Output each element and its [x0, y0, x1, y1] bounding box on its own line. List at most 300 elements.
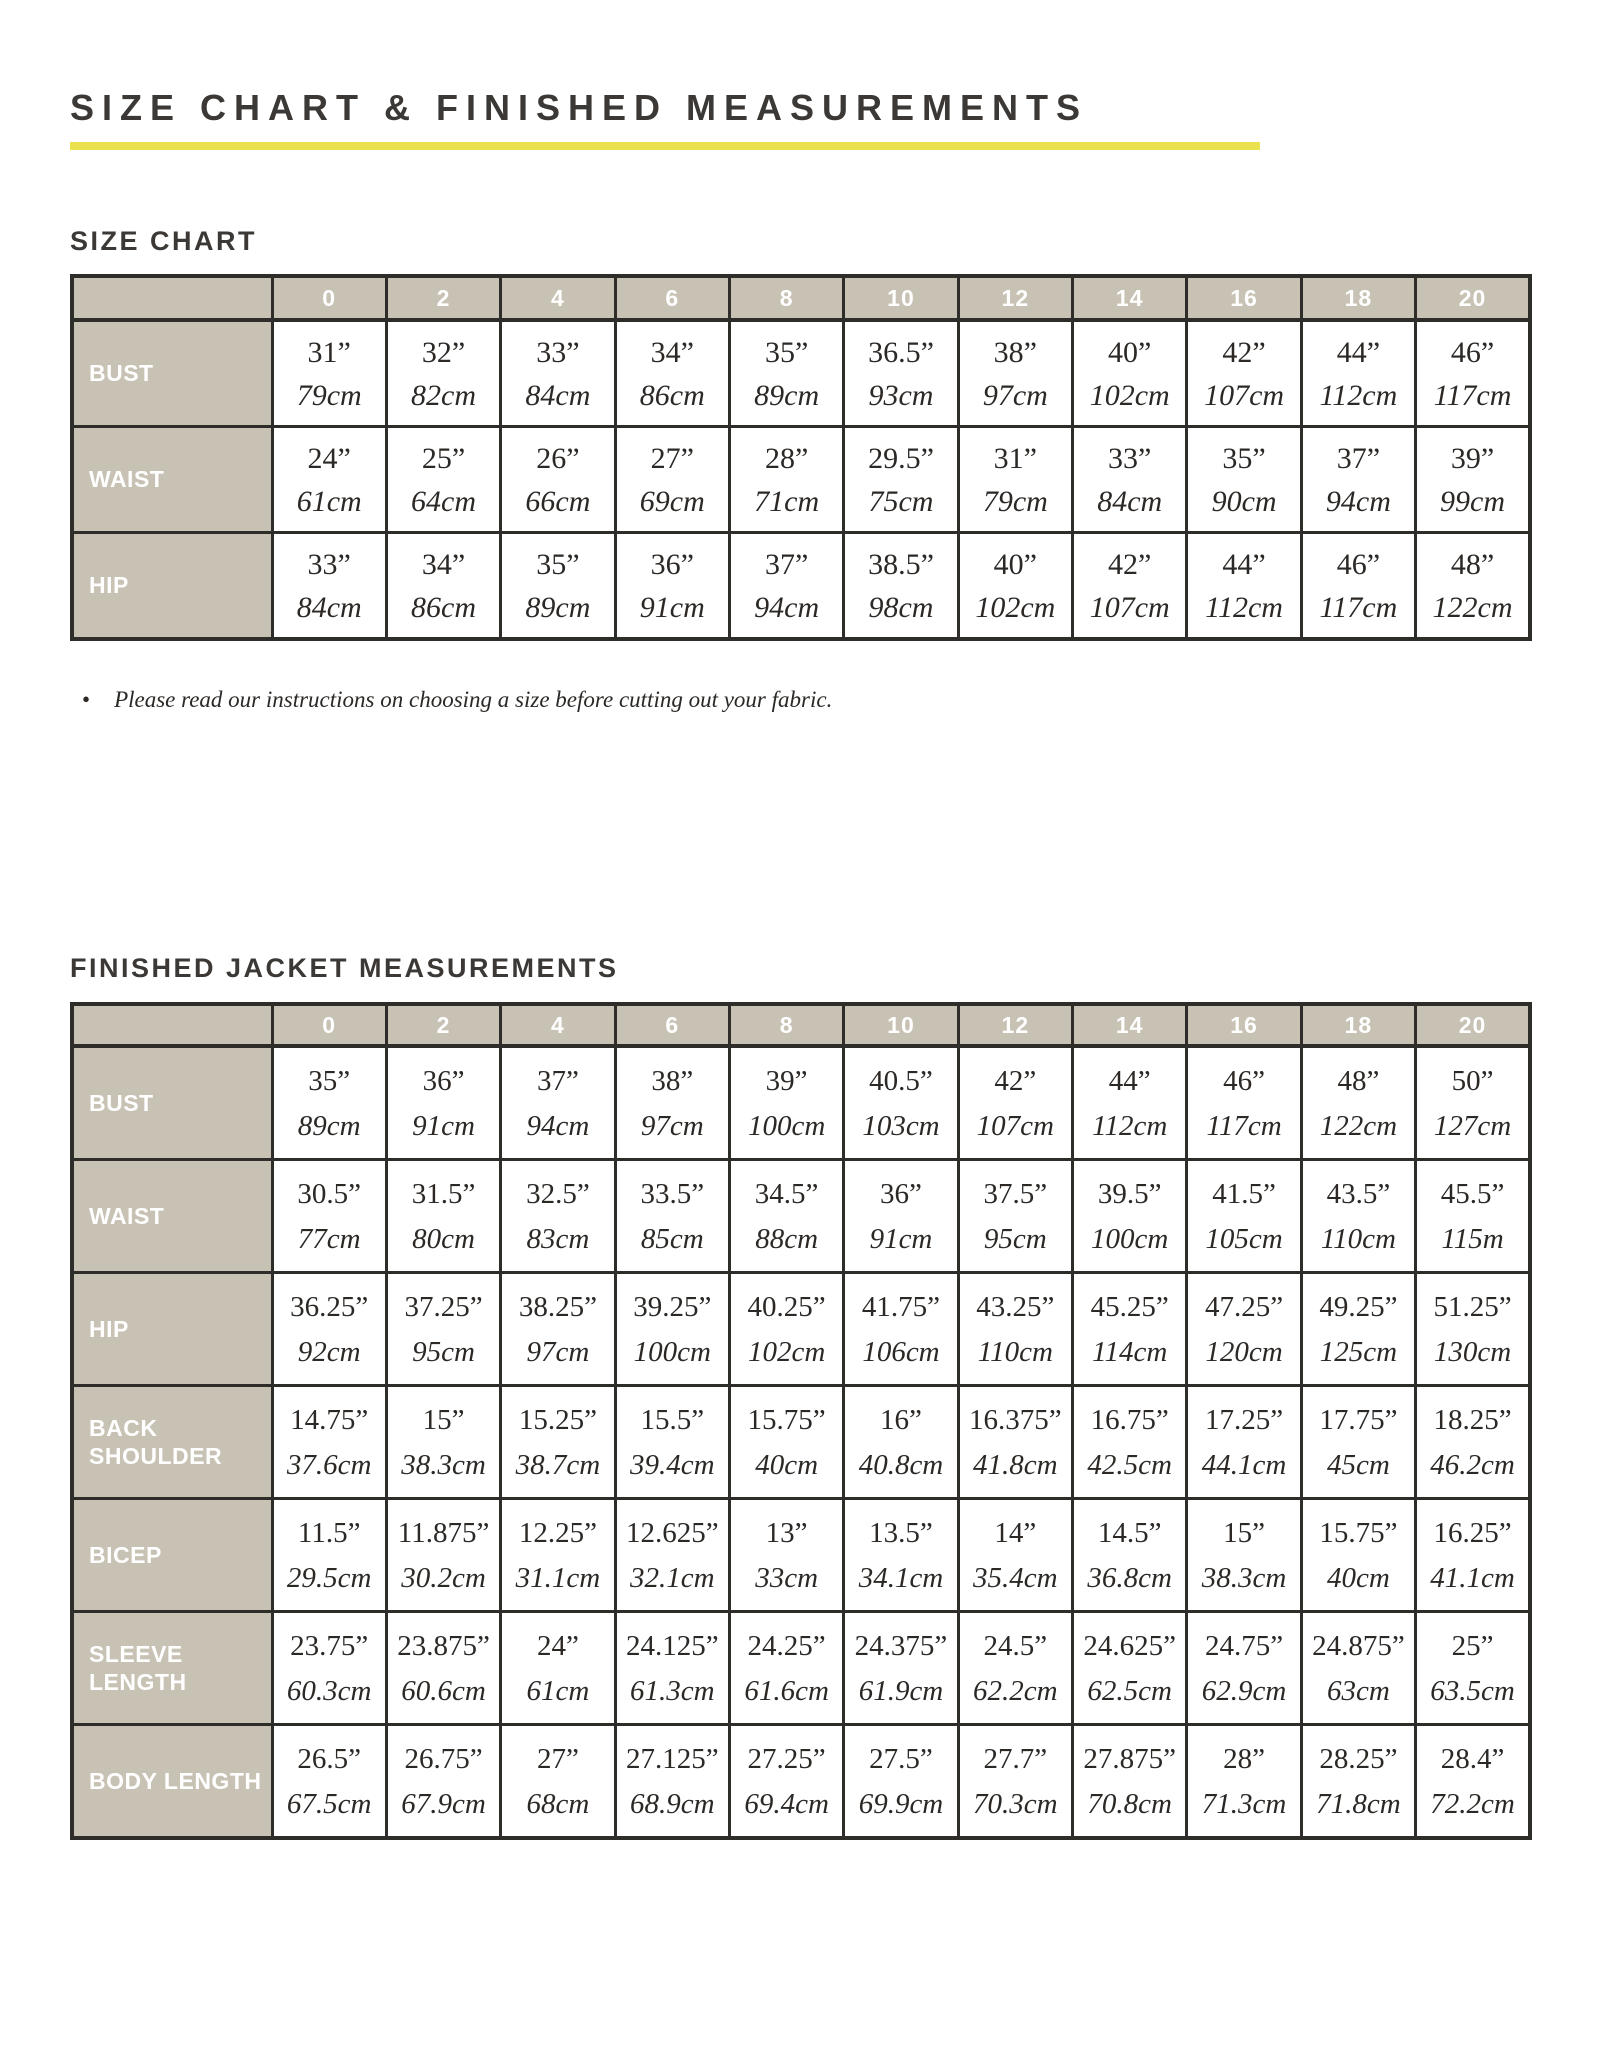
inches-value: 15.75”: [747, 1404, 826, 1437]
measurement-cell: [615, 1273, 729, 1386]
cm-value: 70.8cm: [1087, 1788, 1172, 1821]
measurement-cell: [1301, 1612, 1415, 1725]
cm-value: 61cm: [526, 1675, 590, 1708]
measurement-cell: [272, 1612, 386, 1725]
cm-value: 61.3cm: [629, 1675, 715, 1708]
cm-value: 39.4cm: [629, 1449, 715, 1482]
cm-value: 102cm: [1089, 379, 1170, 413]
measurement-cell: [272, 1160, 386, 1273]
measurement-cell: [1416, 1046, 1530, 1160]
cm-value: 107cm: [1204, 379, 1285, 413]
measurement-cell: [272, 1499, 386, 1612]
inches-value: 27”: [650, 442, 694, 476]
size-column-header: 2: [386, 1004, 500, 1046]
measurement-cell: [958, 1612, 1072, 1725]
cm-value: 46.2cm: [1430, 1449, 1515, 1482]
measurement-cell: [1301, 533, 1415, 640]
measurement-cell: [729, 1499, 843, 1612]
inches-value: 36”: [880, 1178, 922, 1211]
measurement-cell: [1073, 1160, 1187, 1273]
measurement-cell: [501, 1160, 615, 1273]
inches-value: 25”: [1451, 1630, 1494, 1663]
inches-value: 28”: [764, 442, 809, 476]
cm-value: 69.4cm: [744, 1788, 829, 1821]
row-label: BODY LENGTH: [72, 1725, 272, 1839]
measurement-row: [72, 533, 1530, 640]
finished-measurements-table: [70, 1002, 1532, 1840]
inches-value: 35”: [308, 1065, 351, 1098]
inches-value: 41.5”: [1212, 1178, 1276, 1211]
inches-value: 46”: [1450, 336, 1495, 370]
cm-value: 91cm: [412, 1110, 475, 1143]
cm-value: 97cm: [526, 1336, 590, 1369]
inches-value: 27.5”: [869, 1743, 933, 1776]
cm-value: 127cm: [1433, 1110, 1512, 1143]
measurement-cell: [1187, 1612, 1301, 1725]
size-column-header: 8: [729, 1004, 843, 1046]
measurement-cell: [1073, 1386, 1187, 1499]
size-column-header: 14: [1073, 1004, 1187, 1046]
measurement-cell: [501, 1612, 615, 1725]
size-column-header: 20: [1416, 1004, 1530, 1046]
cm-value: 30.2cm: [401, 1562, 486, 1595]
measurement-cell: [1301, 427, 1415, 533]
measurement-row: [72, 1046, 1530, 1160]
size-header-row: [72, 1004, 1530, 1046]
measurement-cell: [501, 1725, 615, 1839]
inches-value: 44”: [1336, 336, 1381, 370]
measurement-row: [72, 1273, 1530, 1386]
measurement-cell: [958, 1499, 1072, 1612]
cm-value: 31.1cm: [515, 1562, 601, 1595]
inches-value: 36.5”: [868, 336, 934, 370]
measurement-cell: [1301, 320, 1415, 427]
cm-value: 69cm: [639, 485, 705, 519]
inches-value: 15”: [1223, 1517, 1265, 1550]
cm-value: 84cm: [296, 591, 362, 625]
measurement-cell: [958, 533, 1072, 640]
cm-value: 80cm: [412, 1223, 475, 1256]
measurement-row: [72, 1386, 1530, 1499]
inches-value: 31”: [993, 442, 1037, 476]
cm-value: 94cm: [526, 1110, 590, 1143]
cm-value: 79cm: [982, 485, 1048, 519]
inches-value: 38”: [993, 336, 1037, 370]
inches-value: 30.5”: [297, 1178, 361, 1211]
inches-value: 36”: [650, 548, 694, 582]
inches-value: 37.5”: [983, 1178, 1048, 1211]
measurement-cell: [386, 1725, 500, 1839]
cm-value: 115m: [1441, 1223, 1504, 1256]
inches-value: 46”: [1336, 548, 1381, 582]
row-label: WAIST: [72, 1160, 272, 1273]
inches-value: 44”: [1108, 1065, 1151, 1098]
inches-value: 13.5”: [869, 1517, 933, 1550]
cm-value: 45cm: [1327, 1449, 1390, 1482]
cm-value: 100cm: [633, 1336, 711, 1369]
measurement-cell: [1187, 1273, 1301, 1386]
accent-underline: [70, 142, 1260, 150]
row-label: BUST: [72, 1046, 272, 1160]
row-label: BACK SHOULDER: [72, 1386, 272, 1499]
measurement-row: [72, 1160, 1530, 1273]
size-column-header: 6: [615, 1004, 729, 1046]
measurement-cell: [729, 427, 843, 533]
cm-value: 107cm: [976, 1110, 1054, 1143]
cm-value: 82cm: [411, 379, 477, 413]
inches-value: 38.25”: [518, 1291, 597, 1324]
measurement-cell: [1187, 320, 1301, 427]
inches-value: 26.75”: [404, 1743, 483, 1776]
measurement-cell: [844, 1160, 958, 1273]
cm-value: 71.3cm: [1201, 1788, 1287, 1821]
measurement-cell: [615, 1725, 729, 1839]
cm-value: 62.9cm: [1201, 1675, 1287, 1708]
measurement-cell: [272, 427, 386, 533]
measurement-cell: [272, 533, 386, 640]
measurement-cell: [1301, 1046, 1415, 1160]
measurement-cell: [729, 1612, 843, 1725]
measurement-cell: [958, 320, 1072, 427]
inches-value: 26.5”: [297, 1743, 361, 1776]
measurement-cell: [386, 1046, 500, 1160]
inches-value: 16”: [880, 1404, 922, 1437]
size-column-header: 12: [958, 276, 1072, 320]
cm-value: 86cm: [639, 379, 705, 413]
measurement-cell: [958, 1725, 1072, 1839]
inches-value: 28”: [1223, 1743, 1265, 1776]
measurement-cell: [958, 1160, 1072, 1273]
inches-value: 17.25”: [1204, 1404, 1284, 1437]
cm-value: 71cm: [754, 485, 820, 519]
cm-value: 86cm: [411, 591, 477, 625]
inches-value: 28.25”: [1319, 1743, 1398, 1776]
inches-value: 33”: [1108, 442, 1152, 476]
cm-value: 97cm: [640, 1110, 704, 1143]
measurement-cell: [844, 533, 958, 640]
cm-value: 77cm: [297, 1223, 361, 1256]
inches-value: 43.5”: [1326, 1178, 1391, 1211]
cm-value: 122cm: [1432, 591, 1513, 625]
cm-value: 40.8cm: [858, 1449, 944, 1482]
cm-value: 67.9cm: [401, 1788, 486, 1821]
cm-value: 114cm: [1092, 1336, 1168, 1369]
measurement-cell: [1073, 533, 1187, 640]
measurement-cell: [501, 320, 615, 427]
cm-value: 67.5cm: [286, 1788, 372, 1821]
measurement-cell: [386, 320, 500, 427]
inches-value: 14”: [994, 1517, 1037, 1550]
cm-value: 89cm: [754, 379, 820, 413]
cm-value: 91cm: [639, 591, 705, 625]
inches-value: 27.875”: [1083, 1743, 1176, 1776]
inches-value: 49.25”: [1319, 1291, 1398, 1324]
cm-value: 107cm: [1089, 591, 1170, 625]
measurement-cell: [729, 1725, 843, 1839]
measurement-cell: [1187, 533, 1301, 640]
inches-value: 15.25”: [518, 1404, 597, 1437]
size-column-header: 14: [1073, 276, 1187, 320]
inches-value: 29.5”: [868, 442, 934, 476]
cm-value: 88cm: [755, 1223, 819, 1256]
measurement-row: [72, 320, 1530, 427]
measurement-cell: [1073, 1725, 1187, 1839]
inches-value: 16.375”: [969, 1404, 1062, 1437]
measurement-cell: [1416, 427, 1530, 533]
measurement-cell: [615, 1386, 729, 1499]
measurement-cell: [729, 1386, 843, 1499]
measurement-cell: [1073, 427, 1187, 533]
size-column-header: 18: [1301, 1004, 1415, 1046]
inches-value: 39”: [1450, 442, 1495, 476]
measurement-cell: [1187, 1046, 1301, 1160]
measurement-cell: [386, 1160, 500, 1273]
cm-value: 70.3cm: [973, 1788, 1058, 1821]
cm-value: 69.9cm: [858, 1788, 944, 1821]
inches-value: 14.5”: [1097, 1517, 1162, 1550]
inches-value: 42”: [994, 1065, 1037, 1098]
cm-value: 41.1cm: [1430, 1562, 1515, 1595]
inches-value: 37.25”: [404, 1291, 483, 1324]
measurement-cell: [615, 1160, 729, 1273]
row-label: HIP: [72, 1273, 272, 1386]
measurement-cell: [501, 1499, 615, 1612]
size-column-header: 8: [729, 276, 843, 320]
measurement-cell: [1416, 1612, 1530, 1725]
cm-value: 42.5cm: [1087, 1449, 1172, 1482]
inches-value: 34”: [421, 548, 466, 582]
inches-value: 34.5”: [754, 1178, 819, 1211]
cm-value: 89cm: [525, 591, 591, 625]
measurement-cell: [1301, 1386, 1415, 1499]
cm-value: 84cm: [1097, 485, 1163, 519]
cm-value: 117cm: [1433, 379, 1512, 413]
measurement-cell: [386, 1612, 500, 1725]
cm-value: 93cm: [868, 379, 934, 413]
cm-value: 94cm: [1325, 485, 1391, 519]
measurement-cell: [844, 1386, 958, 1499]
inches-value: 35”: [764, 336, 809, 370]
measurement-cell: [1187, 1160, 1301, 1273]
cm-value: 40cm: [755, 1449, 819, 1482]
inches-value: 11.875”: [397, 1517, 490, 1550]
size-chart-heading: SIZE CHART: [70, 226, 257, 257]
measurement-cell: [729, 533, 843, 640]
measurement-cell: [844, 1612, 958, 1725]
cm-value: 85cm: [640, 1223, 704, 1256]
measurement-cell: [272, 320, 386, 427]
cm-value: 62.2cm: [973, 1675, 1058, 1708]
measurement-cell: [615, 1046, 729, 1160]
inches-value: 24”: [307, 442, 351, 476]
inches-value: 38.5”: [868, 548, 934, 582]
size-column-header: 0: [272, 276, 386, 320]
cm-value: 102cm: [747, 1336, 826, 1369]
cm-value: 99cm: [1440, 485, 1506, 519]
inches-value: 28.4”: [1440, 1743, 1505, 1776]
row-label: SLEEVE LENGTH: [72, 1612, 272, 1725]
size-column-header: 4: [501, 1004, 615, 1046]
row-label: HIP: [72, 533, 272, 640]
size-chart-body: [72, 320, 1530, 639]
inches-value: 42”: [1222, 336, 1266, 370]
cm-value: 94cm: [754, 591, 820, 625]
measurement-cell: [1301, 1499, 1415, 1612]
cm-value: 117cm: [1206, 1110, 1282, 1143]
row-label: BICEP: [72, 1499, 272, 1612]
inches-value: 31”: [307, 336, 351, 370]
measurement-cell: [1187, 427, 1301, 533]
measurement-cell: [844, 427, 958, 533]
measurement-cell: [1416, 1725, 1530, 1839]
inches-value: 24.75”: [1204, 1630, 1284, 1663]
measurement-cell: [729, 1046, 843, 1160]
measurement-row: [72, 427, 1530, 533]
bullet-marker: •: [82, 687, 91, 713]
cm-value: 102cm: [975, 591, 1056, 625]
inches-value: 15.75”: [1319, 1517, 1398, 1550]
cm-value: 105cm: [1205, 1223, 1283, 1256]
finished-measurements-header: [72, 1004, 1530, 1046]
size-note-text: Please read our instructions on choosing a size before cutting out your fabric.: [114, 687, 833, 713]
inches-value: 27.7”: [983, 1743, 1048, 1776]
inches-value: 45.5”: [1440, 1178, 1505, 1211]
inches-value: 37”: [536, 1065, 579, 1098]
cm-value: 84cm: [525, 379, 591, 413]
size-note: [70, 687, 1545, 713]
inches-value: 50”: [1451, 1065, 1494, 1098]
cm-value: 61.6cm: [744, 1675, 829, 1708]
row-label: WAIST: [72, 427, 272, 533]
measurement-cell: [272, 1273, 386, 1386]
cm-value: 41.8cm: [973, 1449, 1058, 1482]
inches-value: 27.25”: [747, 1743, 826, 1776]
inches-value: 15”: [422, 1404, 465, 1437]
size-column-header: 20: [1416, 276, 1530, 320]
inches-value: 36.25”: [290, 1291, 369, 1324]
cm-value: 35.4cm: [973, 1562, 1058, 1595]
inches-value: 24.25”: [747, 1630, 826, 1663]
inches-value: 14.75”: [290, 1404, 369, 1437]
measurement-cell: [386, 1386, 500, 1499]
measurement-cell: [1073, 320, 1187, 427]
inches-value: 17.75”: [1319, 1404, 1398, 1437]
inches-value: 35”: [1222, 442, 1266, 476]
measurement-cell: [729, 1160, 843, 1273]
size-column-header: 18: [1301, 276, 1415, 320]
inches-value: 25”: [421, 442, 466, 476]
measurement-cell: [958, 1273, 1072, 1386]
measurement-cell: [615, 1612, 729, 1725]
inches-value: 24.375”: [854, 1630, 948, 1663]
cm-value: 38.3cm: [401, 1449, 486, 1482]
cm-value: 130cm: [1433, 1336, 1512, 1369]
inches-value: 48”: [1450, 548, 1495, 582]
measurement-cell: [501, 427, 615, 533]
inches-value: 18.25”: [1433, 1404, 1512, 1437]
cm-value: 72.2cm: [1430, 1788, 1515, 1821]
cm-value: 60.3cm: [286, 1675, 372, 1708]
cm-value: 38.7cm: [515, 1449, 601, 1482]
measurement-cell: [1416, 1499, 1530, 1612]
cm-value: 125cm: [1319, 1336, 1398, 1369]
inches-value: 42”: [1108, 548, 1152, 582]
inches-value: 35”: [536, 548, 580, 582]
inches-value: 37”: [1336, 442, 1381, 476]
inches-value: 15.5”: [640, 1404, 705, 1437]
cm-value: 103cm: [862, 1110, 940, 1143]
measurement-cell: [1416, 1160, 1530, 1273]
inches-value: 12.25”: [518, 1517, 597, 1550]
cm-value: 33cm: [755, 1562, 819, 1595]
size-column-header: 12: [958, 1004, 1072, 1046]
cm-value: 112cm: [1205, 591, 1283, 625]
measurement-cell: [272, 1725, 386, 1839]
measurement-cell: [386, 1499, 500, 1612]
measurement-cell: [1187, 1725, 1301, 1839]
measurement-cell: [958, 427, 1072, 533]
cm-value: 40cm: [1327, 1562, 1390, 1595]
inches-value: 46”: [1223, 1065, 1265, 1098]
cm-value: 98cm: [868, 591, 934, 625]
cm-value: 34.1cm: [858, 1562, 944, 1595]
cm-value: 61.9cm: [858, 1675, 944, 1708]
inches-value: 33”: [536, 336, 580, 370]
measurement-cell: [501, 533, 615, 640]
size-column-header: 0: [272, 1004, 386, 1046]
cm-value: 112cm: [1319, 379, 1398, 413]
cm-value: 117cm: [1319, 591, 1398, 625]
measurement-cell: [386, 1273, 500, 1386]
measurement-cell: [1301, 1160, 1415, 1273]
measurement-cell: [272, 1046, 386, 1160]
cm-value: 106cm: [862, 1336, 940, 1369]
measurement-cell: [1416, 1273, 1530, 1386]
cm-value: 32.1cm: [629, 1562, 715, 1595]
cm-value: 68.9cm: [629, 1788, 715, 1821]
measurement-cell: [1416, 533, 1530, 640]
cm-value: 38.3cm: [1201, 1562, 1287, 1595]
size-column-header: 16: [1187, 276, 1301, 320]
cm-value: 68cm: [526, 1788, 590, 1821]
cm-value: 63.5cm: [1430, 1675, 1515, 1708]
measurement-cell: [1187, 1499, 1301, 1612]
cm-value: 71.8cm: [1316, 1788, 1401, 1821]
measurement-cell: [844, 1499, 958, 1612]
size-column-header: 16: [1187, 1004, 1301, 1046]
inches-value: 24”: [536, 1630, 579, 1663]
inches-value: 41.75”: [861, 1291, 941, 1324]
measurement-cell: [844, 1725, 958, 1839]
measurement-cell: [1073, 1273, 1187, 1386]
cm-value: 29.5cm: [286, 1562, 372, 1595]
table-corner-cell: [72, 1004, 272, 1046]
inches-value: 24.875”: [1312, 1630, 1405, 1663]
cm-value: 60.6cm: [401, 1675, 486, 1708]
cm-value: 110cm: [977, 1336, 1053, 1369]
inches-value: 24.5”: [983, 1630, 1048, 1663]
cm-value: 62.5cm: [1087, 1675, 1172, 1708]
finished-measurements-heading: FINISHED JACKET MEASUREMENTS: [70, 953, 619, 984]
cm-value: 122cm: [1319, 1110, 1398, 1143]
inches-value: 47.25”: [1204, 1291, 1284, 1324]
row-label: BUST: [72, 320, 272, 427]
measurement-cell: [1073, 1612, 1187, 1725]
measurement-cell: [844, 1273, 958, 1386]
cm-value: 100cm: [747, 1110, 826, 1143]
measurement-row: [72, 1499, 1530, 1612]
inches-value: 39.5”: [1097, 1178, 1162, 1211]
